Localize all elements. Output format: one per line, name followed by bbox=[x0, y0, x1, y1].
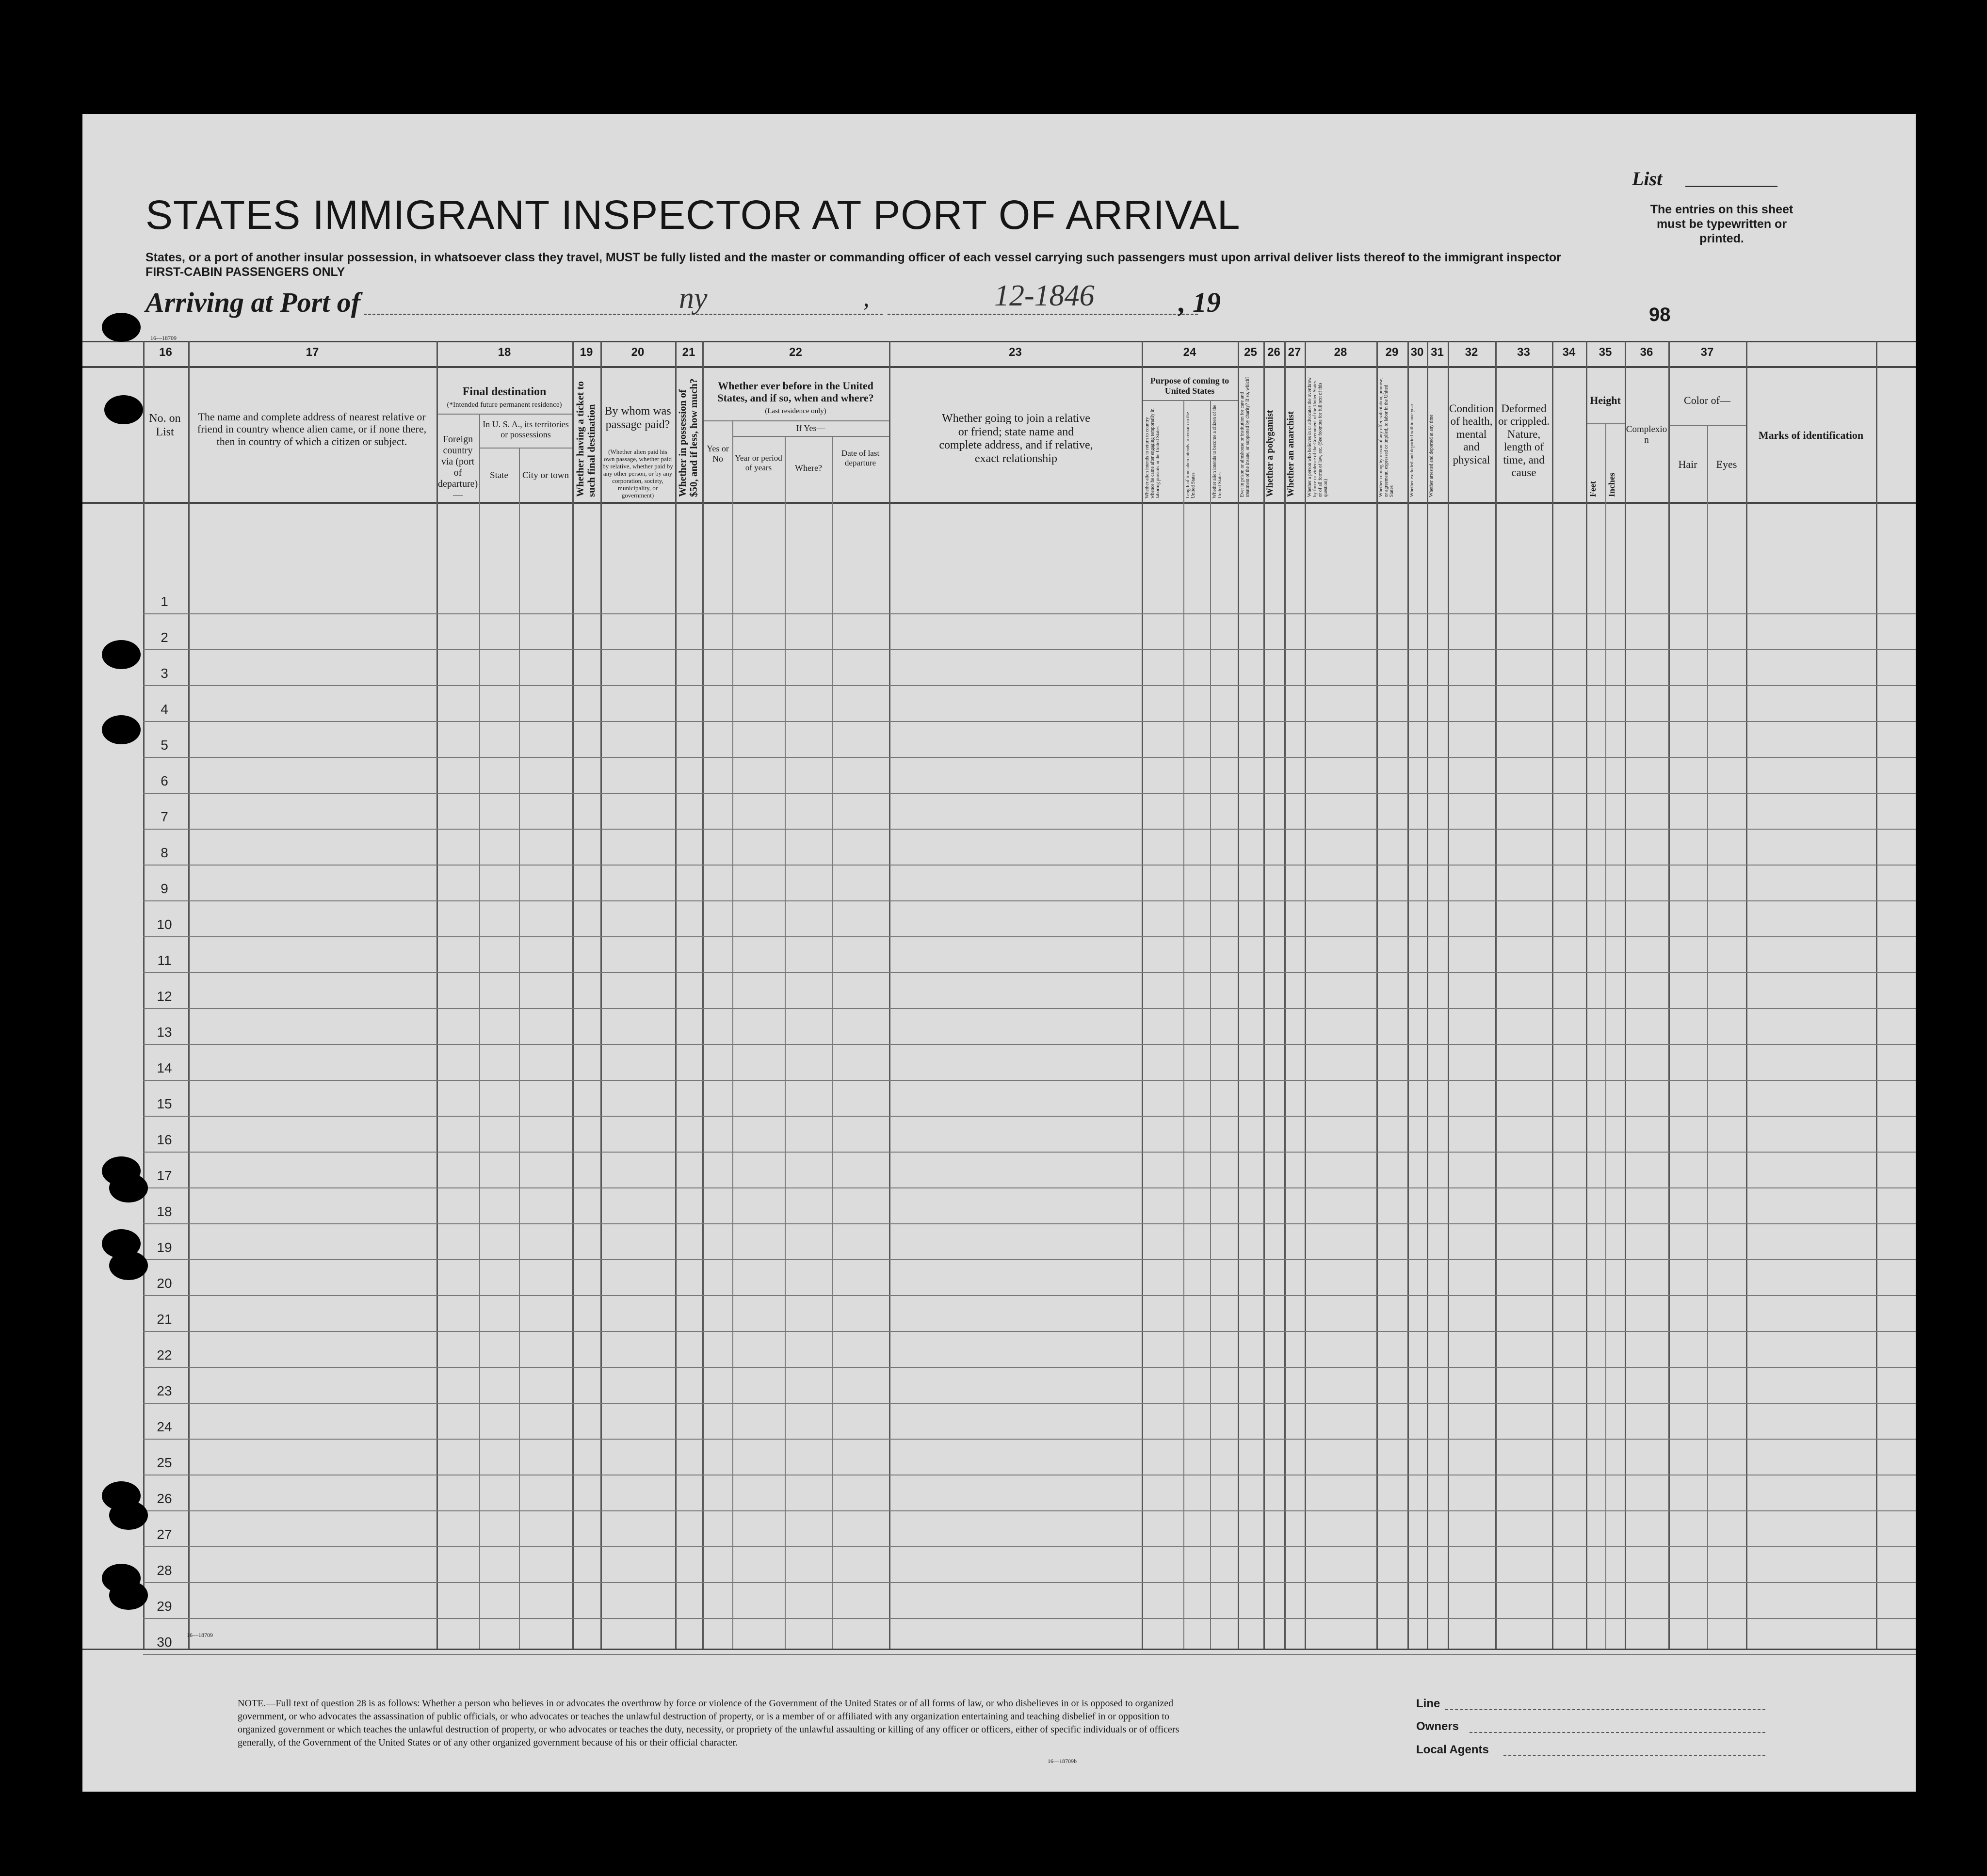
col16-header: No. on List bbox=[149, 412, 181, 438]
row-number: 28 bbox=[157, 1563, 172, 1578]
col22-title: Whether ever before in the United States, and if so, when and where? bbox=[717, 380, 874, 404]
col29-header: Whether coming by reason of any offer, solicitation, promise, or agreement, expressed or implied, to labor in the United States bbox=[1378, 377, 1394, 497]
question-28-note: NOTE.—Full text of question 28 is as follows: Whether a person who believes in or advocates the overthrow by force or violence of the Government of the United States or of all forms of law, or who disbelieves in or is opposed to organized government, or who advocates the assassination of public officials, or who advocates or teaches the unlawful destruction of property, or is a member of or affiliated with any organization entertaining and teaching disbelief in or opposition to organized government or which teaches the unlawful destruction of property, or who advocates or teaches the duty, necessity, or propriety of the unlawful assaulting or killing of any officer or officers, either of specific individuals or of officers generally, of the Government of the United States or of any other organized government because of his or their official character. bbox=[238, 1698, 1179, 1748]
punch-hole bbox=[109, 1581, 148, 1610]
col-line bbox=[832, 436, 833, 1649]
row-line bbox=[143, 1582, 1916, 1583]
row-number: 18 bbox=[157, 1204, 172, 1219]
col-line bbox=[1668, 341, 1670, 1649]
col17-header: The name and complete address of nearest relative or friend in country whence alien came, or if none there, then in country of which a citizen or subject. bbox=[197, 411, 427, 448]
owners-blank[interactable] bbox=[1470, 1732, 1765, 1733]
list-blank bbox=[1685, 186, 1777, 187]
row-line bbox=[143, 1403, 1916, 1404]
col-number: 34 bbox=[1562, 346, 1576, 359]
col-line bbox=[1495, 341, 1497, 1649]
row-number: 6 bbox=[161, 773, 168, 788]
manifest-sheet: List The entries on this sheet must be typewritten or printed. STATES IMMIGRANT INSPECTOR AT PORT OF ARRIVAL States, or a port of another insular possession, in whatsoever class they travel, MUST be fully listed and the master or commanding officer of each vessel carrying such passengers must upon arrival deliver lists thereof to the immigrant inspector FIRST-CABIN PASSENGERS ONLY Arriving at Port of ny , 12-1846 , 19 98 16—18709 16 17 18 19 20 21 22 23 24 25 26 27 28 29 30 31 32 33 34 35 36 37 No. on List The name and complete address of nearest relative or friend in country whence alien came, or if none there, then in country of which a citizen or subject. Final destination (*Intended future permanent residence) Foreign country via (port of departure)— In U. S. A., its territories or possessions State City or town Whether having a ticket to such final destination By whom was passage paid? (Whether alien paid his own passage, whether paid by relative, whether paid by any other person, or by any corporation, society, municipality, or government) Whether in possession of $50, and if less, how much? Whether ever before in the United States, and if so, when and where? (Last residence only) If Yes— Yes or No Year or period of years Where? Date of last departure Whether going to join a relative or friend; state name and complete address, and if relative, exact relationship Purpose of coming to United States Whether alien intends to return to country whence he came after engaging temporarily in laboring pursuits in the United States Length of time alien intends to remain in the United States Whether alien intends to become a citizen of the United States Ever in prison or almshouse or institution for care and treatment of the insane, or supported by charity? If so, which? Whether a polygamist Whether an anarchist Whether a person who believes in or advocates the overthrow by force or violence of the Government of the United States or of all forms of law, etc. (See footnote for full text of this question) Whether coming by reason of any offer, solicitation, promise, or agreement, expressed or implied, to labor in the United States Whether excluded and deported within one year Whether arrested and deported at any time Condition of health, mental and physical Deformed or crippled. Nature, length of time, and cause Height Feet Inches Complexion Color of— Hair Eyes Marks of identification 1 2 3 4 5 6 7 8 9 10 11 12 13 14 15 16 17 18 19 20 21 22 23 24 25 26 27 28 29 30 16—18709 NOTE.—Full text of question 28 is as follows: Whether a person who believes in or advocates the overthrow by force or violence of the Government of the United States or of all forms of law, or who disbelieves in or is opposed to organized government, or who advocates the assassination of public officials, or who advocates or teaches the unlawful destruction of property, or is a member of or affiliated with any organization entertaining and teaching disbelief in or opposition to organized government or which teaches the unlawful destruction of property, or who advocates or teaches the duty, necessity, or propriety of the unlawful assaulting or killing of any officer or officers, either of specific individuals or of officers generally, of the Government of the United States or of any other organized government because of his or their official character. 16—18709b Line Owners Local Agents bbox=[82, 114, 1916, 1792]
col20-subtitle: (Whether alien paid his own passage, whether paid by relative, whether paid by any other person, or by any corporation, society, municipality, or government) bbox=[602, 448, 673, 499]
row-number: 1 bbox=[161, 594, 168, 609]
col-line bbox=[1238, 341, 1239, 1649]
col32-header: Condition of health, mental and physical bbox=[1449, 402, 1494, 466]
first-cabin-label: FIRST-CABIN PASSENGERS ONLY bbox=[145, 265, 345, 279]
date-value: 12-1846 bbox=[994, 279, 1095, 312]
col-line bbox=[1376, 341, 1378, 1649]
col-line bbox=[702, 341, 704, 1649]
col23-header: Whether going to join a relative or friend; state name and complete address, and if relative, exact relationship bbox=[939, 412, 1093, 465]
col-line bbox=[1305, 341, 1306, 1649]
col33-header: Deformed or crippled. Nature, length of time, and cause bbox=[1498, 402, 1550, 479]
form-code-note: 16—18709b bbox=[1048, 1758, 1077, 1764]
row-line bbox=[143, 1439, 1916, 1440]
col-number: 18 bbox=[498, 346, 511, 359]
col-number: 26 bbox=[1267, 346, 1280, 359]
col22-sub-border bbox=[702, 420, 889, 421]
form-code-bottom: 16—18709 bbox=[187, 1632, 213, 1638]
col-number: 22 bbox=[789, 346, 802, 359]
col-line bbox=[1183, 400, 1184, 1649]
row-number: 27 bbox=[157, 1527, 172, 1542]
row-line bbox=[143, 900, 1916, 901]
col-number: 30 bbox=[1410, 346, 1424, 359]
row-number: 19 bbox=[157, 1240, 172, 1255]
col-number: 29 bbox=[1385, 346, 1399, 359]
page-number: 98 bbox=[1649, 304, 1671, 325]
col37-header: Marks of identification bbox=[1758, 429, 1864, 441]
col18-subtitle: (*Intended future permanent residence) bbox=[447, 401, 562, 409]
col-number: 31 bbox=[1431, 346, 1444, 359]
col-number: 35 bbox=[1599, 346, 1612, 359]
row-line bbox=[143, 1187, 1916, 1188]
col-line bbox=[600, 341, 602, 1649]
col34-feet: Feet bbox=[1588, 481, 1598, 497]
col-line bbox=[732, 420, 733, 1649]
col36-eyes: Eyes bbox=[1716, 458, 1737, 470]
col-line bbox=[436, 341, 438, 1649]
row-number: 16 bbox=[157, 1132, 172, 1147]
table-top-border bbox=[82, 341, 1916, 342]
row-number: 17 bbox=[157, 1168, 172, 1183]
col18-usa-border bbox=[479, 448, 572, 449]
col-line bbox=[479, 414, 480, 1649]
col-line bbox=[1448, 341, 1449, 1649]
punch-hole bbox=[109, 1173, 148, 1203]
row-number: 30 bbox=[157, 1635, 172, 1650]
col30-header: Whether excluded and deported within one year bbox=[1409, 403, 1415, 497]
col22-subtitle: (Last residence only) bbox=[765, 407, 826, 415]
col36-hair: Hair bbox=[1678, 458, 1697, 470]
local-agents-label: Local Agents bbox=[1416, 1743, 1489, 1756]
col-number: 32 bbox=[1465, 346, 1478, 359]
col-line bbox=[1707, 425, 1708, 1649]
row-number: 14 bbox=[157, 1060, 172, 1075]
row-line bbox=[143, 613, 1916, 614]
list-label: List bbox=[1632, 168, 1663, 190]
date-blank bbox=[888, 314, 1198, 315]
col-number: 24 bbox=[1183, 346, 1196, 359]
col18-sub-border bbox=[436, 414, 572, 415]
col34-title: Height bbox=[1590, 394, 1621, 406]
row-line bbox=[143, 1116, 1916, 1117]
arriving-label: Arriving at Port of bbox=[145, 287, 361, 318]
year-prefix: , 19 bbox=[1179, 287, 1221, 318]
row-line bbox=[143, 649, 1916, 650]
row-number: 4 bbox=[161, 702, 168, 717]
row-line bbox=[143, 936, 1916, 937]
col18-city: City or town bbox=[522, 470, 569, 481]
row-number: 13 bbox=[157, 1025, 172, 1040]
col19-header: Whether having a ticket to such final destination bbox=[574, 381, 598, 497]
col-line bbox=[889, 341, 890, 1649]
punch-hole bbox=[102, 640, 141, 669]
col-line bbox=[1210, 400, 1211, 1649]
col-line bbox=[675, 341, 677, 1649]
punch-hole bbox=[102, 715, 141, 744]
col-line bbox=[143, 341, 145, 1649]
row-number: 24 bbox=[157, 1419, 172, 1434]
col24-c: Whether alien intends to become a citizen of the United States bbox=[1212, 404, 1223, 498]
col18-state: State bbox=[490, 470, 508, 481]
row-line bbox=[143, 1546, 1916, 1547]
col18-usa: In U. S. A., its territories or possessions bbox=[483, 419, 569, 439]
row-line bbox=[143, 1080, 1916, 1081]
col-number: 21 bbox=[682, 346, 695, 359]
owners-label: Owners bbox=[1416, 1720, 1459, 1733]
typewritten-note: The entries on this sheet must be typewritten or printed. bbox=[1650, 203, 1793, 245]
col-line bbox=[1284, 341, 1286, 1649]
row-number: 22 bbox=[157, 1347, 172, 1363]
form-code-top: 16—18709 bbox=[150, 335, 177, 341]
number-row-border bbox=[82, 366, 1916, 368]
row-number: 15 bbox=[157, 1096, 172, 1111]
punch-hole bbox=[109, 1251, 148, 1280]
punch-hole bbox=[104, 395, 143, 424]
col22-yes-no: Yes or No bbox=[707, 444, 729, 464]
col-number: 20 bbox=[631, 346, 645, 359]
row-line bbox=[143, 721, 1916, 722]
page-title: STATES IMMIGRANT INSPECTOR AT PORT OF ARRIVAL bbox=[145, 192, 1241, 238]
row-line bbox=[143, 1331, 1916, 1332]
col-number: 25 bbox=[1244, 346, 1257, 359]
col24-sub-border bbox=[1142, 400, 1238, 401]
row-number: 20 bbox=[157, 1276, 172, 1291]
col36-title: Color of— bbox=[1684, 394, 1730, 406]
col-line bbox=[1142, 341, 1143, 1649]
row-number: 8 bbox=[161, 845, 168, 860]
line-blank[interactable] bbox=[1445, 1709, 1765, 1710]
col-line bbox=[1876, 341, 1877, 1649]
col-number: 28 bbox=[1334, 346, 1347, 359]
row-line bbox=[143, 1259, 1916, 1260]
row-number: 11 bbox=[157, 953, 172, 968]
row-number: 29 bbox=[157, 1599, 172, 1614]
col21-header: Whether in possession of $50, and if less, how much? bbox=[677, 378, 700, 497]
punch-hole bbox=[109, 1501, 148, 1530]
col34-inches: Inches bbox=[1607, 472, 1616, 497]
col-line bbox=[1746, 341, 1747, 1649]
col-line bbox=[1263, 341, 1265, 1649]
col20-title: By whom was passage paid? bbox=[604, 405, 671, 431]
col22-date: Date of last departure bbox=[841, 449, 880, 467]
col-number: 27 bbox=[1288, 346, 1301, 359]
row-number: 12 bbox=[157, 989, 172, 1004]
col-line bbox=[188, 341, 190, 1649]
row-number: 5 bbox=[161, 738, 168, 753]
col-line bbox=[1552, 341, 1553, 1649]
col35-header: Complexion bbox=[1626, 424, 1667, 445]
row-number: 7 bbox=[161, 809, 168, 824]
col22-where: Where? bbox=[795, 463, 822, 473]
col28-header: Whether a person who believes in or advocates the overthrow by force or violence of the Government of the United States or of all forms of law, etc. (See footnote for full text of this question) bbox=[1307, 377, 1328, 497]
row-number: 21 bbox=[157, 1312, 172, 1327]
col-number: 23 bbox=[1009, 346, 1022, 359]
col24-a: Whether alien intends to return to country whence he came after engaging temporarily in laboring pursuits in the United States bbox=[1145, 408, 1161, 498]
row-line bbox=[143, 1654, 1916, 1655]
table-bottom-border bbox=[82, 1649, 1916, 1650]
col24-b: Length of time alien intends to remain in the United States bbox=[1185, 412, 1196, 498]
col-number: 19 bbox=[580, 346, 593, 359]
col18-title: Final destination bbox=[462, 385, 547, 398]
row-line bbox=[143, 1044, 1916, 1045]
row-line bbox=[143, 685, 1916, 686]
row-number: 26 bbox=[157, 1491, 172, 1506]
col22-if-yes: If Yes— bbox=[796, 423, 825, 433]
col25-header: Ever in prison or almshouse or institution for care and treatment of the insane, or supported by charity? If so, which? bbox=[1240, 376, 1250, 497]
row-number: 9 bbox=[161, 881, 168, 896]
col26-header: Whether a polygamist bbox=[1265, 410, 1275, 497]
row-number: 3 bbox=[161, 666, 168, 681]
col-number: 33 bbox=[1517, 346, 1530, 359]
col18-foreign: Foreign country via (port of departure)— bbox=[438, 434, 478, 500]
instructions-text: States, or a port of another insular possession, in whatsoever class they travel, MUST be fully listed and the master or commanding officer of each vessel carrying such passengers must upon arrival deliver lists thereof to the immigrant inspector bbox=[145, 251, 1561, 264]
row-line bbox=[143, 793, 1916, 794]
row-line bbox=[143, 1510, 1916, 1511]
col-line bbox=[1407, 341, 1409, 1649]
col-number: 37 bbox=[1700, 346, 1714, 359]
punch-hole bbox=[102, 313, 141, 342]
row-line bbox=[143, 972, 1916, 973]
col22-ifyes-border bbox=[732, 436, 889, 437]
line-label: Line bbox=[1416, 1697, 1440, 1710]
col-line bbox=[785, 436, 786, 1649]
col-line bbox=[572, 341, 574, 1649]
row-line bbox=[143, 1618, 1916, 1619]
row-number: 23 bbox=[157, 1383, 172, 1398]
row-line bbox=[143, 865, 1916, 866]
col-line bbox=[1625, 341, 1626, 1649]
port-value: ny bbox=[679, 282, 708, 315]
row-line bbox=[143, 1295, 1916, 1296]
col-number: 36 bbox=[1640, 346, 1653, 359]
row-line bbox=[143, 1152, 1916, 1153]
header-bottom-border bbox=[82, 502, 1916, 504]
row-line bbox=[143, 1223, 1916, 1224]
port-blank bbox=[364, 314, 883, 315]
row-line bbox=[143, 1008, 1916, 1009]
local-agents-blank[interactable] bbox=[1503, 1755, 1765, 1756]
col22-year: Year or period of years bbox=[735, 453, 782, 472]
row-number: 25 bbox=[157, 1455, 172, 1470]
row-number: 10 bbox=[157, 917, 172, 932]
col-line bbox=[1586, 341, 1587, 1649]
col-number: 17 bbox=[306, 346, 319, 359]
col31-header: Whether arrested and deported at any time bbox=[1429, 415, 1434, 497]
row-line bbox=[143, 1367, 1916, 1368]
col-line bbox=[1427, 341, 1428, 1649]
row-line bbox=[143, 829, 1916, 830]
col-number: 16 bbox=[159, 346, 172, 359]
col27-header: Whether an anarchist bbox=[1286, 411, 1296, 497]
row-number: 2 bbox=[161, 630, 168, 645]
col-line bbox=[519, 448, 520, 1649]
col24-title: Purpose of coming to United States bbox=[1150, 376, 1229, 396]
row-line bbox=[143, 757, 1916, 758]
col-line bbox=[1605, 423, 1606, 1649]
